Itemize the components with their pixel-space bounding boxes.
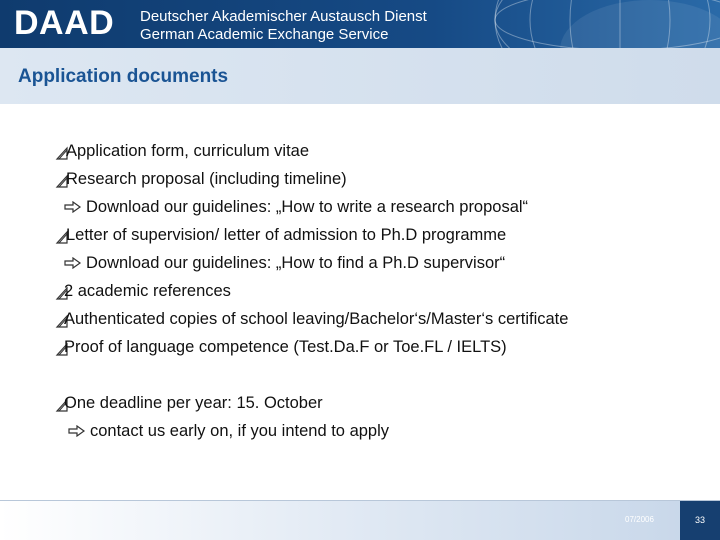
page-number-box [680, 501, 720, 540]
title-band [0, 48, 720, 104]
sub-item [64, 198, 528, 217]
org-name-german: Deutscher Akademischer Austausch Dienst [140, 8, 427, 25]
header-band [0, 0, 720, 48]
daad-logo: DAAD [14, 4, 115, 42]
globe-graphic [490, 0, 720, 48]
sub-item [68, 422, 389, 441]
bullet-text: Authenticated copies of school leaving/Bachelor‘s/Master‘s certificate [64, 310, 569, 328]
hollow-arrow-right-icon [64, 201, 82, 213]
bullet-text: Letter of supervision/ letter of admission to Ph.D programme [66, 226, 507, 244]
footer-date: 07/2006 [625, 515, 654, 524]
footer-band [0, 501, 680, 540]
hollow-arrow-right-icon [64, 257, 82, 269]
sub-text: contact us early on, if you intend to apply [90, 422, 390, 440]
hollow-arrow-right-icon [68, 425, 86, 437]
bullet-text: 2 academic references [64, 282, 231, 300]
bullet-text: Application form, curriculum vitae [66, 142, 310, 160]
sub-item [64, 254, 505, 273]
bullet-text: Proof of language competence (Test.Da.F or Toe.FL / IELTS) [64, 338, 507, 356]
org-name-english: German Academic Exchange Service [140, 26, 389, 43]
guideline-link[interactable]: Download our guidelines: „How to write a research proposal“ [86, 198, 529, 216]
page-number: 33 [694, 515, 705, 525]
page-title: Application documents [18, 66, 229, 87]
guideline-link[interactable]: Download our guidelines: „How to find a Ph.D supervisor“ [86, 254, 506, 272]
bullet-text: One deadline per year: 15. October [64, 394, 323, 412]
bullet-text: Research proposal (including timeline) [66, 170, 347, 188]
